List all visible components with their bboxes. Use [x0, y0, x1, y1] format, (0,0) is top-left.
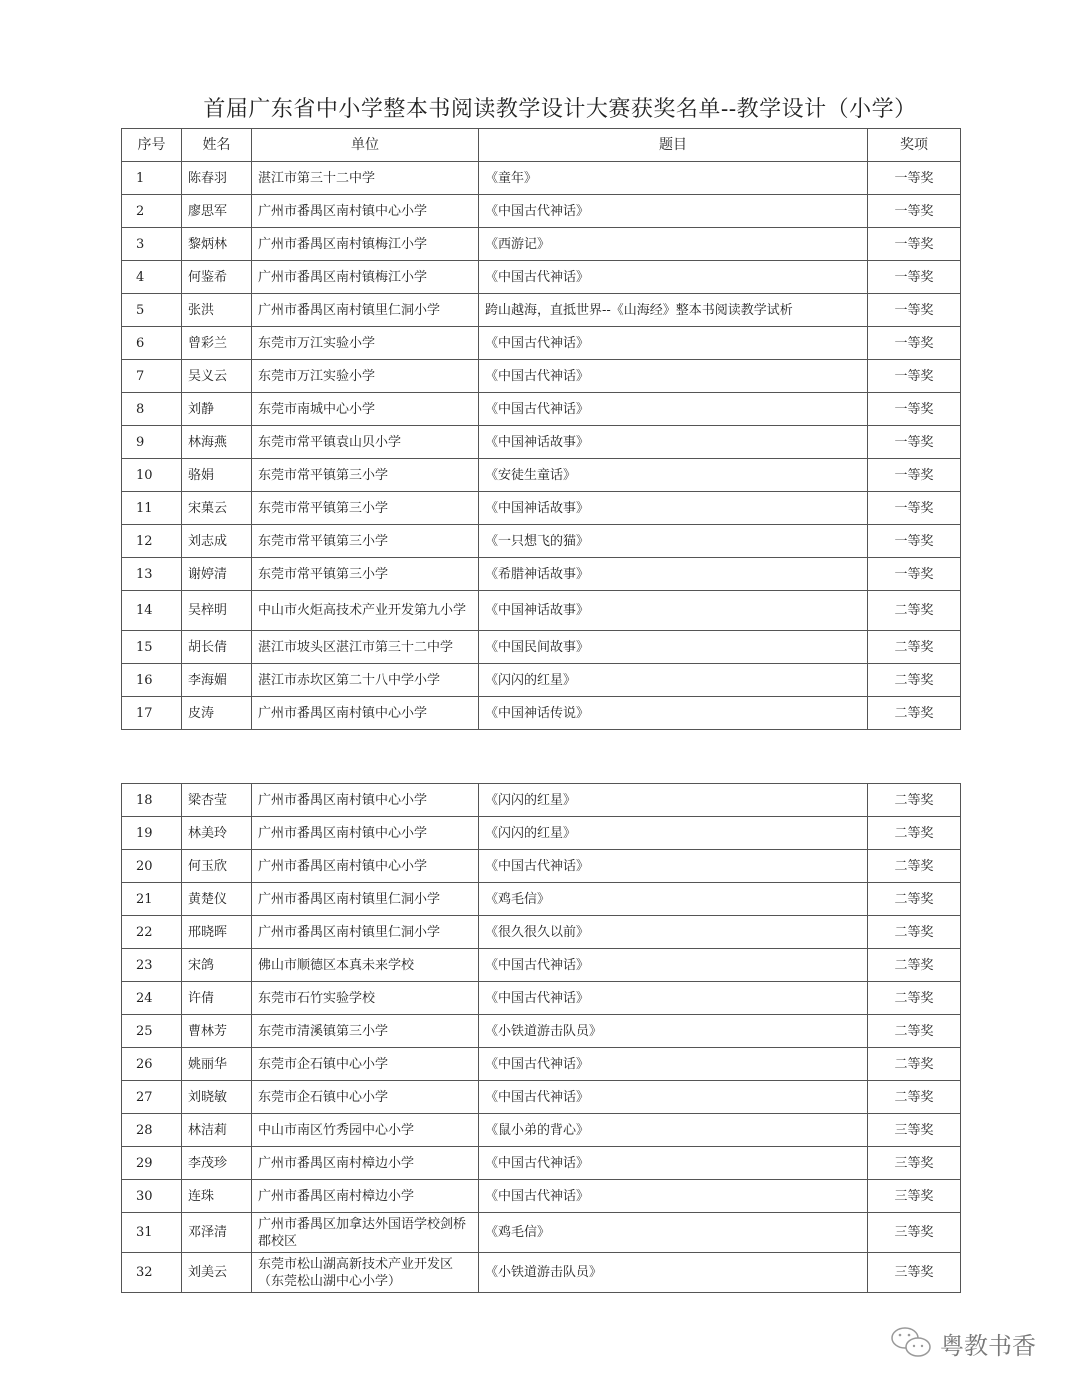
row-award: 三等奖 [868, 1147, 961, 1180]
table-row [122, 393, 961, 426]
row-topic: 《中国神话传说》 [479, 697, 868, 730]
row-index: 16 [122, 664, 182, 697]
row-index: 21 [122, 883, 182, 916]
row-index: 29 [122, 1147, 182, 1180]
row-unit: 湛江市坡头区湛江市第三十二中学 [252, 631, 479, 664]
row-award: 三等奖 [868, 1180, 961, 1213]
table-row [122, 1180, 961, 1213]
watermark-text: 粤教书香 [940, 1331, 1036, 1360]
row-unit: 广州市番禺区南村镇里仁洞小学 [252, 294, 479, 327]
row-topic: 《中国古代神话》 [479, 982, 868, 1015]
row-name: 吴梓明 [182, 591, 252, 631]
awards-table-part-2 [121, 783, 961, 1293]
row-unit: 湛江市第三十二中学 [252, 162, 479, 195]
table-header-row [122, 129, 961, 162]
row-index: 15 [122, 631, 182, 664]
table-row [122, 426, 961, 459]
header-topic: 题目 [479, 129, 868, 162]
row-award: 一等奖 [868, 261, 961, 294]
row-name: 李海媚 [182, 664, 252, 697]
table-row [122, 1048, 961, 1081]
row-name: 邢晓晖 [182, 916, 252, 949]
row-index: 25 [122, 1015, 182, 1048]
row-topic: 《中国古代神话》 [479, 261, 868, 294]
table-row [122, 1114, 961, 1147]
table-row [122, 1253, 961, 1293]
row-index: 26 [122, 1048, 182, 1081]
row-name: 刘静 [182, 393, 252, 426]
row-award: 二等奖 [868, 1081, 961, 1114]
row-topic: 跨山越海，直抵世界--《山海经》整本书阅读教学试析 [479, 294, 868, 327]
row-award: 一等奖 [868, 393, 961, 426]
row-name: 连珠 [182, 1180, 252, 1213]
row-award: 二等奖 [868, 949, 961, 982]
row-index: 20 [122, 850, 182, 883]
row-topic: 《中国神话故事》 [479, 426, 868, 459]
row-unit: 广州市番禺区加拿达外国语学校剑桥郡校区 [252, 1213, 479, 1253]
row-award: 三等奖 [868, 1213, 961, 1253]
row-index: 14 [122, 591, 182, 631]
row-index: 22 [122, 916, 182, 949]
row-award: 一等奖 [868, 294, 961, 327]
row-name: 林美玲 [182, 817, 252, 850]
table-row [122, 982, 961, 1015]
row-index: 6 [122, 327, 182, 360]
wechat-icon [890, 1325, 934, 1361]
row-name: 曾彩兰 [182, 327, 252, 360]
table-row [122, 697, 961, 730]
row-index: 5 [122, 294, 182, 327]
table-row [122, 195, 961, 228]
table-row [122, 817, 961, 850]
row-award: 三等奖 [868, 1253, 961, 1293]
row-topic: 《闪闪的红星》 [479, 784, 868, 817]
row-topic: 《中国古代神话》 [479, 850, 868, 883]
row-index: 23 [122, 949, 182, 982]
row-name: 皮涛 [182, 697, 252, 730]
row-award: 一等奖 [868, 459, 961, 492]
row-name: 黎炳林 [182, 228, 252, 261]
row-unit: 广州市番禺区南村樟边小学 [252, 1180, 479, 1213]
row-award: 一等奖 [868, 162, 961, 195]
row-index: 11 [122, 492, 182, 525]
row-award: 一等奖 [868, 195, 961, 228]
row-name: 黄楚仪 [182, 883, 252, 916]
row-unit: 中山市火炬高技术产业开发第九小学 [252, 591, 479, 631]
row-name: 何鉴希 [182, 261, 252, 294]
row-index: 8 [122, 393, 182, 426]
row-unit: 东莞市万江实验小学 [252, 327, 479, 360]
row-topic: 《很久很久以前》 [479, 916, 868, 949]
row-topic: 《中国古代神话》 [479, 327, 868, 360]
row-award: 二等奖 [868, 883, 961, 916]
row-unit: 东莞市万江实验小学 [252, 360, 479, 393]
row-award: 一等奖 [868, 360, 961, 393]
row-topic: 《一只想飞的猫》 [479, 525, 868, 558]
row-name: 宋菓云 [182, 492, 252, 525]
table-row [122, 294, 961, 327]
row-topic: 《中国古代神话》 [479, 1147, 868, 1180]
row-index: 24 [122, 982, 182, 1015]
row-topic: 《中国神话故事》 [479, 492, 868, 525]
row-name: 廖思军 [182, 195, 252, 228]
row-unit: 广州市番禺区南村镇中心小学 [252, 817, 479, 850]
header-unit: 单位 [252, 129, 479, 162]
table-row [122, 883, 961, 916]
row-topic: 《中国民间故事》 [479, 631, 868, 664]
row-topic: 《闪闪的红星》 [479, 817, 868, 850]
table-row [122, 261, 961, 294]
row-index: 19 [122, 817, 182, 850]
row-name: 刘美云 [182, 1253, 252, 1293]
row-award: 二等奖 [868, 982, 961, 1015]
row-unit: 佛山市顺德区本真未来学校 [252, 949, 479, 982]
header-index: 序号 [122, 129, 182, 162]
table-row [122, 327, 961, 360]
row-topic: 《鸡毛信》 [479, 1213, 868, 1253]
row-topic: 《鸡毛信》 [479, 883, 868, 916]
table-row [122, 492, 961, 525]
table-row [122, 525, 961, 558]
row-name: 刘志成 [182, 525, 252, 558]
row-index: 7 [122, 360, 182, 393]
row-unit: 东莞市常平镇第三小学 [252, 558, 479, 591]
table-row [122, 558, 961, 591]
row-name: 曹林芳 [182, 1015, 252, 1048]
row-award: 二等奖 [868, 631, 961, 664]
row-index: 31 [122, 1213, 182, 1253]
row-index: 2 [122, 195, 182, 228]
row-award: 二等奖 [868, 664, 961, 697]
row-topic: 《小铁道游击队员》 [479, 1253, 868, 1293]
row-topic: 《中国古代神话》 [479, 1081, 868, 1114]
row-unit: 东莞市南城中心小学 [252, 393, 479, 426]
table-row [122, 162, 961, 195]
row-award: 二等奖 [868, 817, 961, 850]
row-topic: 《中国古代神话》 [479, 360, 868, 393]
row-unit: 广州市番禺区南村镇中心小学 [252, 850, 479, 883]
row-award: 二等奖 [868, 850, 961, 883]
row-award: 一等奖 [868, 327, 961, 360]
row-index: 3 [122, 228, 182, 261]
row-name: 许倩 [182, 982, 252, 1015]
row-name: 宋鸽 [182, 949, 252, 982]
row-unit: 东莞市清溪镇第三小学 [252, 1015, 479, 1048]
row-unit: 东莞市石竹实验学校 [252, 982, 479, 1015]
table-row [122, 1213, 961, 1253]
row-unit: 广州市番禺区南村镇中心小学 [252, 784, 479, 817]
row-name: 胡长倩 [182, 631, 252, 664]
row-index: 32 [122, 1253, 182, 1293]
header-name: 姓名 [182, 129, 252, 162]
row-name: 骆娟 [182, 459, 252, 492]
row-index: 28 [122, 1114, 182, 1147]
page-title: 首届广东省中小学整本书阅读教学设计大赛获奖名单--教学设计（小学） [203, 97, 917, 122]
row-award: 一等奖 [868, 558, 961, 591]
table-row [122, 664, 961, 697]
row-name: 吴义云 [182, 360, 252, 393]
table-row [122, 228, 961, 261]
row-award: 二等奖 [868, 1048, 961, 1081]
table-row [122, 1081, 961, 1114]
row-topic: 《闪闪的红星》 [479, 664, 868, 697]
header-award: 奖项 [868, 129, 961, 162]
row-award: 二等奖 [868, 916, 961, 949]
row-topic: 《小铁道游击队员》 [479, 1015, 868, 1048]
row-index: 27 [122, 1081, 182, 1114]
row-index: 10 [122, 459, 182, 492]
row-name: 何玉欣 [182, 850, 252, 883]
row-unit: 中山市南区竹秀园中心小学 [252, 1114, 479, 1147]
row-topic: 《鼠小弟的背心》 [479, 1114, 868, 1147]
row-unit: 东莞市企石镇中心小学 [252, 1048, 479, 1081]
row-unit: 广州市番禺区南村镇梅江小学 [252, 261, 479, 294]
watermark [890, 1325, 1036, 1361]
row-unit: 广州市番禺区南村镇中心小学 [252, 697, 479, 730]
row-award: 二等奖 [868, 591, 961, 631]
row-unit: 东莞市常平镇第三小学 [252, 459, 479, 492]
row-award: 一等奖 [868, 228, 961, 261]
row-index: 30 [122, 1180, 182, 1213]
row-topic: 《中国古代神话》 [479, 195, 868, 228]
table-row [122, 631, 961, 664]
table-row [122, 850, 961, 883]
row-name: 姚丽华 [182, 1048, 252, 1081]
row-topic: 《安徒生童话》 [479, 459, 868, 492]
table-row [122, 916, 961, 949]
row-award: 三等奖 [868, 1114, 961, 1147]
row-name: 邓泽清 [182, 1213, 252, 1253]
row-award: 一等奖 [868, 525, 961, 558]
row-name: 陈春羽 [182, 162, 252, 195]
row-index: 4 [122, 261, 182, 294]
row-unit: 湛江市赤坎区第二十八中学小学 [252, 664, 479, 697]
row-name: 张洪 [182, 294, 252, 327]
row-name: 林洁莉 [182, 1114, 252, 1147]
row-topic: 《希腊神话故事》 [479, 558, 868, 591]
row-topic: 《中国古代神话》 [479, 949, 868, 982]
row-unit: 广州市番禺区南村镇中心小学 [252, 195, 479, 228]
row-topic: 《中国神话故事》 [479, 591, 868, 631]
row-index: 18 [122, 784, 182, 817]
table-row [122, 459, 961, 492]
row-topic: 《中国古代神话》 [479, 393, 868, 426]
row-award: 二等奖 [868, 784, 961, 817]
row-unit: 广州市番禺区南村镇里仁洞小学 [252, 916, 479, 949]
awards-table-part-1 [121, 128, 961, 730]
table-row [122, 591, 961, 631]
table-row [122, 360, 961, 393]
row-topic: 《中国古代神话》 [479, 1180, 868, 1213]
row-name: 李茂珍 [182, 1147, 252, 1180]
row-award: 一等奖 [868, 492, 961, 525]
row-name: 梁杏莹 [182, 784, 252, 817]
row-index: 12 [122, 525, 182, 558]
row-index: 17 [122, 697, 182, 730]
table-row [122, 784, 961, 817]
row-index: 13 [122, 558, 182, 591]
row-award: 一等奖 [868, 426, 961, 459]
row-name: 林海燕 [182, 426, 252, 459]
row-unit: 东莞市常平镇第三小学 [252, 525, 479, 558]
table-row [122, 1147, 961, 1180]
row-unit: 东莞市常平镇第三小学 [252, 492, 479, 525]
row-topic: 《西游记》 [479, 228, 868, 261]
row-unit: 东莞市常平镇袁山贝小学 [252, 426, 479, 459]
row-topic: 《童年》 [479, 162, 868, 195]
row-unit: 东莞市企石镇中心小学 [252, 1081, 479, 1114]
row-index: 1 [122, 162, 182, 195]
row-unit: 东莞市松山湖高新技术产业开发区（东莞松山湖中心小学） [252, 1253, 479, 1293]
row-award: 二等奖 [868, 1015, 961, 1048]
row-name: 刘晓敏 [182, 1081, 252, 1114]
row-unit: 广州市番禺区南村镇梅江小学 [252, 228, 479, 261]
table-row [122, 1015, 961, 1048]
row-unit: 广州市番禺区南村樟边小学 [252, 1147, 479, 1180]
row-award: 二等奖 [868, 697, 961, 730]
row-unit: 广州市番禺区南村镇里仁洞小学 [252, 883, 479, 916]
row-topic: 《中国古代神话》 [479, 1048, 868, 1081]
row-index: 9 [122, 426, 182, 459]
row-name: 谢婷清 [182, 558, 252, 591]
table-row [122, 949, 961, 982]
